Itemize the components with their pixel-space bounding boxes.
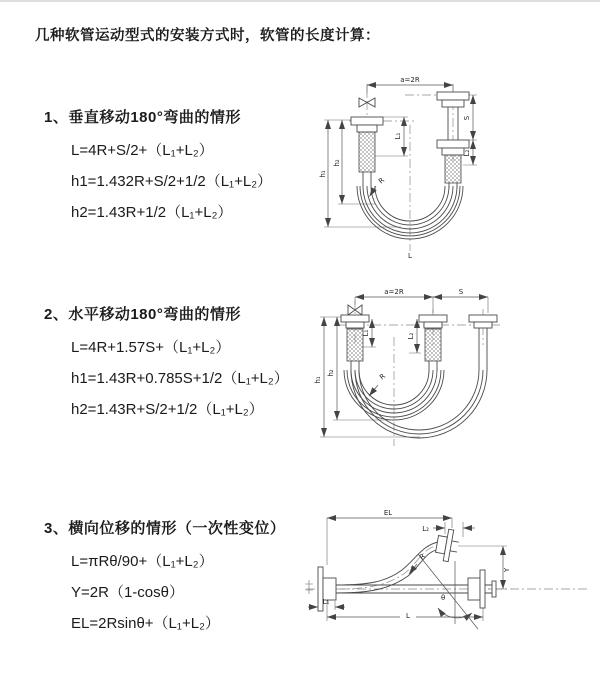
hatched-hose-section bbox=[359, 132, 375, 172]
dim-label-l1: L₁ bbox=[394, 132, 402, 140]
section-1-heading: 1、垂直移动180°弯曲的情形 bbox=[44, 109, 241, 126]
upper-flange-fitting-displaced bbox=[434, 528, 460, 563]
dim-label-h2: h₂ bbox=[333, 159, 341, 167]
hatched-hose-section bbox=[425, 329, 441, 361]
dim-label-r: R bbox=[378, 372, 388, 382]
section-lateral-displacement bbox=[44, 517, 324, 639]
u-bend-hose-displaced bbox=[351, 370, 487, 438]
dim-label-h1: h₁ bbox=[319, 170, 327, 178]
centerline-end-marker bbox=[305, 580, 313, 594]
formula-line: L=πRθ/90+（L₁+L₂） bbox=[71, 553, 214, 570]
section-3-formulas bbox=[44, 547, 324, 639]
right-flange-fitting bbox=[437, 92, 469, 188]
formula-line: h1=1.43R+0.785S+1/2（L₁+L₂） bbox=[71, 369, 289, 387]
formula-line: L=4R+S/2+（L₁+L₂） bbox=[71, 142, 214, 159]
dim-label-a2r: a=2R bbox=[400, 76, 420, 84]
diagram-vertical-180-bend bbox=[305, 70, 585, 265]
dim-label-l1: L₁ bbox=[362, 329, 370, 337]
dim-label-l: L bbox=[408, 252, 412, 260]
section-vertical-180 bbox=[44, 106, 324, 228]
section-1-formulas bbox=[44, 136, 324, 228]
hatched-hose-section bbox=[445, 155, 461, 183]
section-3-heading: 3、横向位移的情形（一次性变位） bbox=[44, 520, 286, 537]
right-flange-fitting-original bbox=[468, 570, 496, 608]
dim-label-l2: L₂ bbox=[422, 525, 429, 533]
dim-label-s: S bbox=[458, 288, 464, 296]
dim-label-l: L bbox=[406, 612, 410, 620]
right-flange-fitting bbox=[469, 315, 497, 370]
formula-line: L=4R+1.57S+（L₁+L₂） bbox=[71, 339, 231, 356]
left-flange-fitting bbox=[341, 315, 369, 371]
dim-label-a2r: a=2R bbox=[384, 288, 404, 296]
dim-label-theta: θ bbox=[441, 594, 446, 602]
section-2-formulas bbox=[44, 333, 324, 425]
dim-label-h2: h₂ bbox=[327, 369, 335, 377]
dim-label-y: Y bbox=[503, 567, 511, 573]
dim-label-h1: h₁ bbox=[314, 376, 322, 384]
formula-line: h2=1.43R+1/2（L₁+L₂） bbox=[71, 203, 233, 221]
page-title: 几种软管运动型式的安装方式时，软管的长度计算： bbox=[35, 28, 380, 44]
middle-flange-fitting bbox=[419, 315, 447, 371]
dim-label-s: S bbox=[463, 115, 471, 121]
section-2-heading: 2、水平移动180°弯曲的情形 bbox=[44, 306, 241, 323]
section-horizontal-180 bbox=[44, 303, 324, 425]
formula-line: Y=2R（1-cosθ） bbox=[71, 583, 184, 601]
formula-line: h2=1.43R+S/2+1/2（L₁+L₂） bbox=[71, 400, 264, 418]
diagram-lateral-displacement bbox=[298, 504, 598, 649]
formula-line: EL=2Rsinθ+（L₁+L₂） bbox=[71, 614, 220, 632]
dim-label-el: EL bbox=[383, 509, 393, 517]
formula-line: h1=1.432R+S/2+1/2（L₁+L₂） bbox=[71, 172, 273, 190]
left-flange-fitting bbox=[351, 117, 383, 186]
diagram-horizontal-180-bend bbox=[308, 285, 598, 450]
dim-label-l2: L₂ bbox=[463, 149, 471, 157]
hatched-hose-section bbox=[347, 329, 363, 361]
dim-label-l1: L₁ bbox=[322, 598, 330, 606]
dim-label-l2: L₂ bbox=[407, 332, 415, 340]
dim-label-r: R bbox=[377, 176, 387, 186]
dim-label-r: R bbox=[418, 552, 428, 562]
